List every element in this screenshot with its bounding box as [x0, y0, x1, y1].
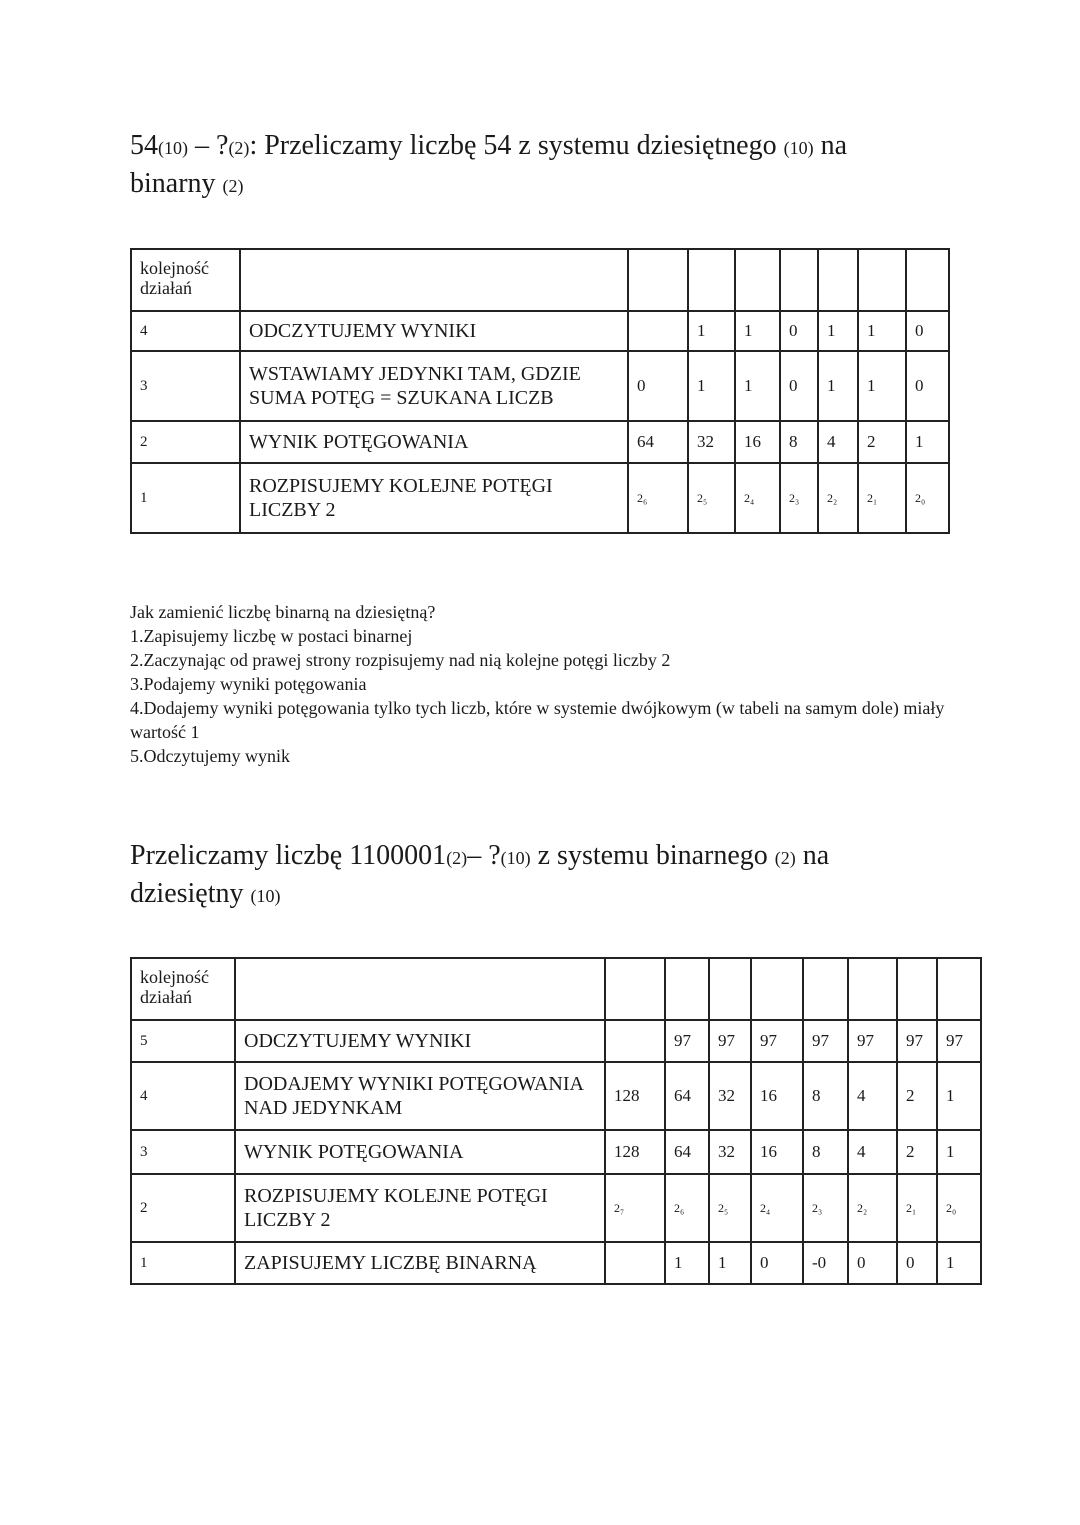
operation-cell: ODCZYTUJEMY WYNIKI: [235, 1020, 605, 1062]
value-cell: 4: [848, 1062, 897, 1130]
decimal-to-binary-table: [130, 248, 950, 534]
binary-to-decimal-table: [130, 957, 982, 1285]
table-row: [131, 421, 949, 463]
table-row: [131, 311, 949, 351]
value-cell: 16: [751, 1062, 803, 1130]
value-cell: 0: [906, 351, 949, 421]
value-cell: 64: [628, 421, 688, 463]
value-cell: 1: [818, 351, 858, 421]
value-cell: 0: [906, 311, 949, 351]
value-cell: 2₃: [780, 463, 818, 533]
order-cell: 2: [131, 421, 240, 463]
operation-header: [240, 249, 628, 311]
value-cell: 0: [780, 311, 818, 351]
table-row: [131, 1020, 981, 1062]
instruction-step: 2.Zaczynając od prawej strony rozpisujemy nad nią kolejne potęgi liczby 2: [130, 650, 671, 670]
value-cell: 97: [665, 1020, 709, 1062]
value-cell: 1: [735, 351, 780, 421]
instructions-title: Jak zamienić liczbę binarną na dziesiętną?: [130, 602, 436, 622]
value-cell: 32: [688, 421, 735, 463]
value-cell: [605, 1020, 665, 1062]
value-cell: 2₁: [858, 463, 906, 533]
value-cell: 2₆: [665, 1174, 709, 1242]
instruction-step: 3.Podajemy wyniki potęgowania: [130, 674, 367, 694]
value-cell: 97: [897, 1020, 937, 1062]
value-cell: 0: [628, 351, 688, 421]
value-cell: 0: [897, 1242, 937, 1284]
value-cell: 1: [665, 1242, 709, 1284]
section1-heading: 54(10) – ?(2): Przeliczamy liczbę 54 z systemu dziesiętnego (10) na binarny (2): [130, 130, 848, 199]
value-cell: 97: [803, 1020, 848, 1062]
operation-cell: ODCZYTUJEMY WYNIKI: [240, 311, 628, 351]
value-cell: 128: [605, 1130, 665, 1174]
value-cell: 1: [818, 311, 858, 351]
value-cell: 32: [709, 1130, 751, 1174]
instruction-step: 1.Zapisujemy liczbę w postaci binarnej: [130, 626, 413, 646]
value-cell: 0: [848, 1242, 897, 1284]
value-cell: 32: [709, 1062, 751, 1130]
value-cell: 2₀: [906, 463, 949, 533]
value-cell: 2₀: [937, 1174, 981, 1242]
value-cell: 2: [897, 1130, 937, 1174]
operation-cell: ROZPISUJEMY KOLEJNE POTĘGI LICZBY 2: [235, 1174, 605, 1242]
value-cell: 2₄: [751, 1174, 803, 1242]
value-cell: 0: [780, 351, 818, 421]
value-cell: 4: [848, 1130, 897, 1174]
order-cell: 3: [131, 1130, 235, 1174]
value-cell: 1: [858, 311, 906, 351]
table-row: [131, 351, 949, 421]
table-header-row: [131, 958, 981, 1020]
value-cell: 2₇: [605, 1174, 665, 1242]
value-cell: 1: [858, 351, 906, 421]
value-cell: -0: [803, 1242, 848, 1284]
table-header-row: [131, 249, 949, 311]
instruction-step: 5.Odczytujemy wynik: [130, 746, 290, 766]
value-cell: 8: [780, 421, 818, 463]
value-cell: 1: [735, 311, 780, 351]
section2-heading: Przeliczamy liczbę 1100001(2)– ?(10) z systemu binarnego (2) na dziesiętny (10): [130, 840, 830, 909]
operation-cell: DODAJEMY WYNIKI POTĘGOWANIA NAD JEDYNKAM: [235, 1062, 605, 1130]
order-cell: 2: [131, 1174, 235, 1242]
order-cell: 4: [131, 311, 240, 351]
value-cell: 97: [937, 1020, 981, 1062]
value-cell: 1: [688, 311, 735, 351]
operation-header: [235, 958, 605, 1020]
value-cell: 1: [906, 421, 949, 463]
value-cell: 64: [665, 1062, 709, 1130]
instruction-step: 4.Dodajemy wyniki potęgowania tylko tych liczb, które w systemie dwójkowym (w tabeli na samym dole) miały wartość 1: [130, 698, 945, 742]
value-cell: 64: [665, 1130, 709, 1174]
value-cell: 97: [848, 1020, 897, 1062]
value-cell: 16: [735, 421, 780, 463]
instructions: [130, 600, 950, 768]
operation-cell: WYNIK POTĘGOWANIA: [235, 1130, 605, 1174]
table-row: [131, 1130, 981, 1174]
order-cell: 3: [131, 351, 240, 421]
value-cell: 16: [751, 1130, 803, 1174]
value-cell: 2: [897, 1062, 937, 1130]
value-cell: 4: [818, 421, 858, 463]
value-cell: 2₃: [803, 1174, 848, 1242]
value-cell: 2₁: [897, 1174, 937, 1242]
value-cell: 1: [937, 1130, 981, 1174]
value-cell: 97: [709, 1020, 751, 1062]
value-cell: 8: [803, 1062, 848, 1130]
value-cell: [628, 311, 688, 351]
table-row: [131, 463, 949, 533]
value-cell: 2₂: [818, 463, 858, 533]
order-cell: 1: [131, 1242, 235, 1284]
table-row: [131, 1174, 981, 1242]
operation-cell: WYNIK POTĘGOWANIA: [240, 421, 628, 463]
value-cell: 2₄: [735, 463, 780, 533]
value-cell: 2₆: [628, 463, 688, 533]
table-row: [131, 1062, 981, 1130]
value-cell: 128: [605, 1062, 665, 1130]
order-cell: 5: [131, 1020, 235, 1062]
value-cell: 2₅: [688, 463, 735, 533]
value-cell: 2₅: [709, 1174, 751, 1242]
value-cell: 2₂: [848, 1174, 897, 1242]
table-row: [131, 1242, 981, 1284]
value-cell: 1: [688, 351, 735, 421]
value-cell: 2: [858, 421, 906, 463]
value-cell: 97: [751, 1020, 803, 1062]
order-cell: 4: [131, 1062, 235, 1130]
value-cell: 1: [709, 1242, 751, 1284]
order-cell: 1: [131, 463, 240, 533]
value-cell: 0: [751, 1242, 803, 1284]
operation-cell: ZAPISUJEMY LICZBĘ BINARNĄ: [235, 1242, 605, 1284]
order-header: kolejność działań: [131, 249, 240, 311]
value-cell: 1: [937, 1242, 981, 1284]
order-header: kolejność działań: [131, 958, 235, 1020]
value-cell: [605, 1242, 665, 1284]
value-cell: 1: [937, 1062, 981, 1130]
operation-cell: WSTAWIAMY JEDYNKI TAM, GDZIE SUMA POTĘG = SZUKANA LICZB: [240, 351, 628, 421]
value-cell: 8: [803, 1130, 848, 1174]
operation-cell: ROZPISUJEMY KOLEJNE POTĘGI LICZBY 2: [240, 463, 628, 533]
